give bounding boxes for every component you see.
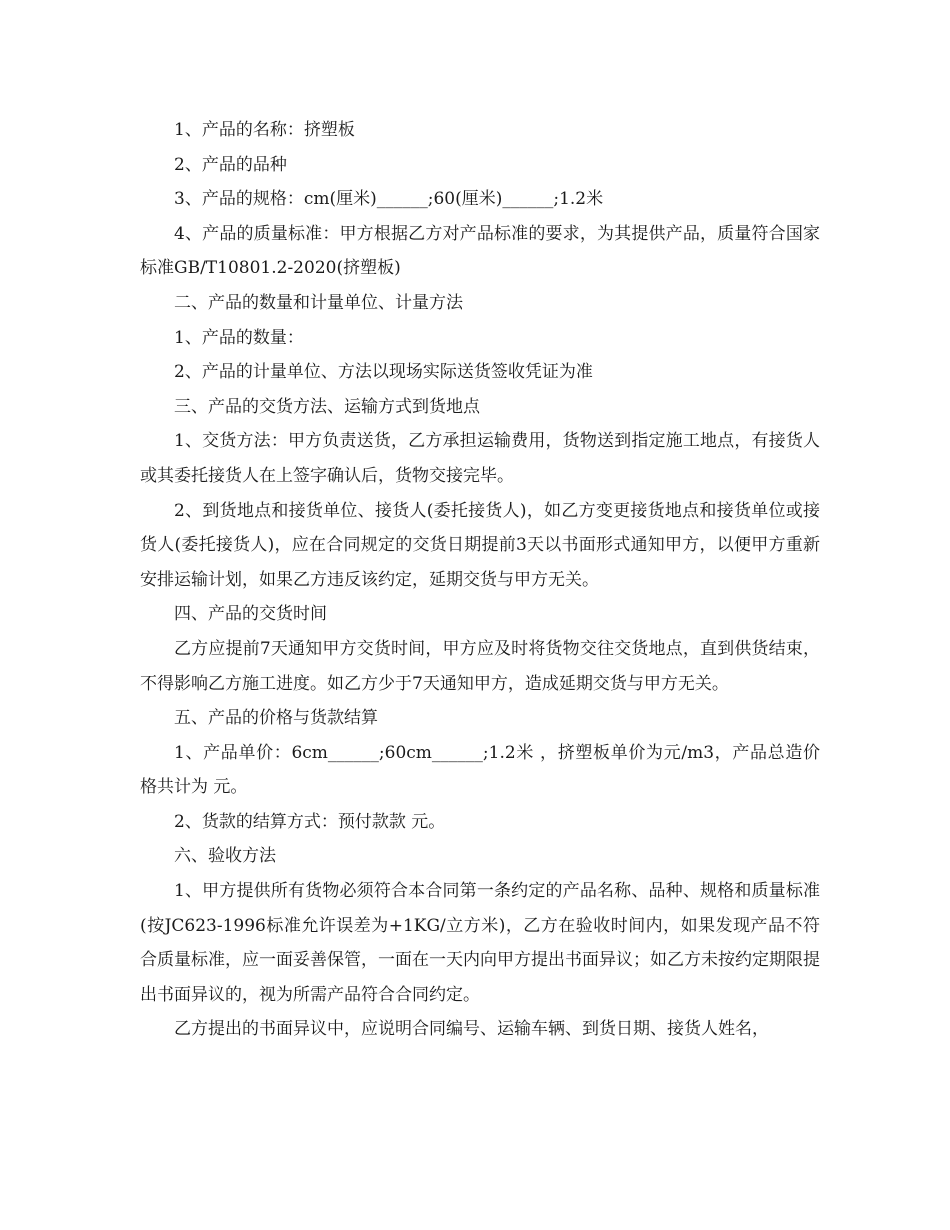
item-objection: 乙方提出的书面异议中，应说明合同编号、运输车辆、到货日期、接货人姓名， [174,1019,769,1040]
section-heading-price: 五、产品的价格与货款结算 [174,708,378,729]
item-quality-standard: 4、产品的质量标准：甲方根据乙方对产品标准的要求，为其提供产品，质量符合国家标准GB/T10801.2-2020(挤塑板) [140,223,820,279]
item-delivery-method: 1、交货方法：甲方负责送货，乙方承担运输费用，货物送到指定施工地点，有接货人或其委托接货人在上签字确认后，货物交接完毕。 [140,431,820,486]
item-product-name: 1、产品的名称：挤塑板 [174,120,355,140]
section-heading-delivery-time: 四、产品的交货时间 [174,604,327,625]
item-product-variety: 2、产品的品种 [174,154,287,175]
section-heading-quantity: 二、产品的数量和计量单位、计量方法 [174,292,463,313]
item-measurement: 2、产品的计量单位、方法以现场实际送货签收凭证为准 [174,362,593,383]
item-delivery-location: 2、到货地点和接货单位、接货人(委托接货人)，如乙方变更接货地点和接货单位或接货人(委托接货人)，应在合同规定的交货日期提前3天以书面形式通知甲方，以便甲方重新安排运输计划，如果乙方违反该约定，延期交货与甲方无关。 [140,500,820,590]
item-delivery-time: 乙方应提前7天通知甲方交货时间，甲方应及时将货物交往交货地点，直到供货结束，不得影响乙方施工进度。如乙方少于7天通知甲方，造成延期交货与甲方无关。 [140,638,820,694]
item-settlement: 2、货款的结算方式：预付款款 元。 [174,811,446,832]
item-product-spec: 3、产品的规格：cm(厘米)______;60(厘米)______;1.2米 [174,189,604,210]
item-quantity: 1、产品的数量： [174,327,304,348]
section-heading-acceptance: 六、验收方法 [174,846,276,867]
item-acceptance: 1、甲方提供所有货物必须符合本合同第一条约定的产品名称、品种、规格和质量标准(按JC623-1996标准允许误差为+1KG/立方米)，乙方在验收时间内，如果发现产品不符合质量标准，应一面妥善保管，一面在一天内向甲方提出书面异议；如乙方未按约定期限提出书面异议的，视为所需产品符合合同约定。 [140,881,820,1005]
item-unit-price: 1、产品单价：6cm______;60cm______;1.2米 ，挤塑板单价为元/m3，产品总造价格共计为 元。 [140,742,820,798]
document-body [140,113,820,1047]
section-heading-delivery: 三、产品的交货方法、运输方式到货地点 [174,396,480,417]
